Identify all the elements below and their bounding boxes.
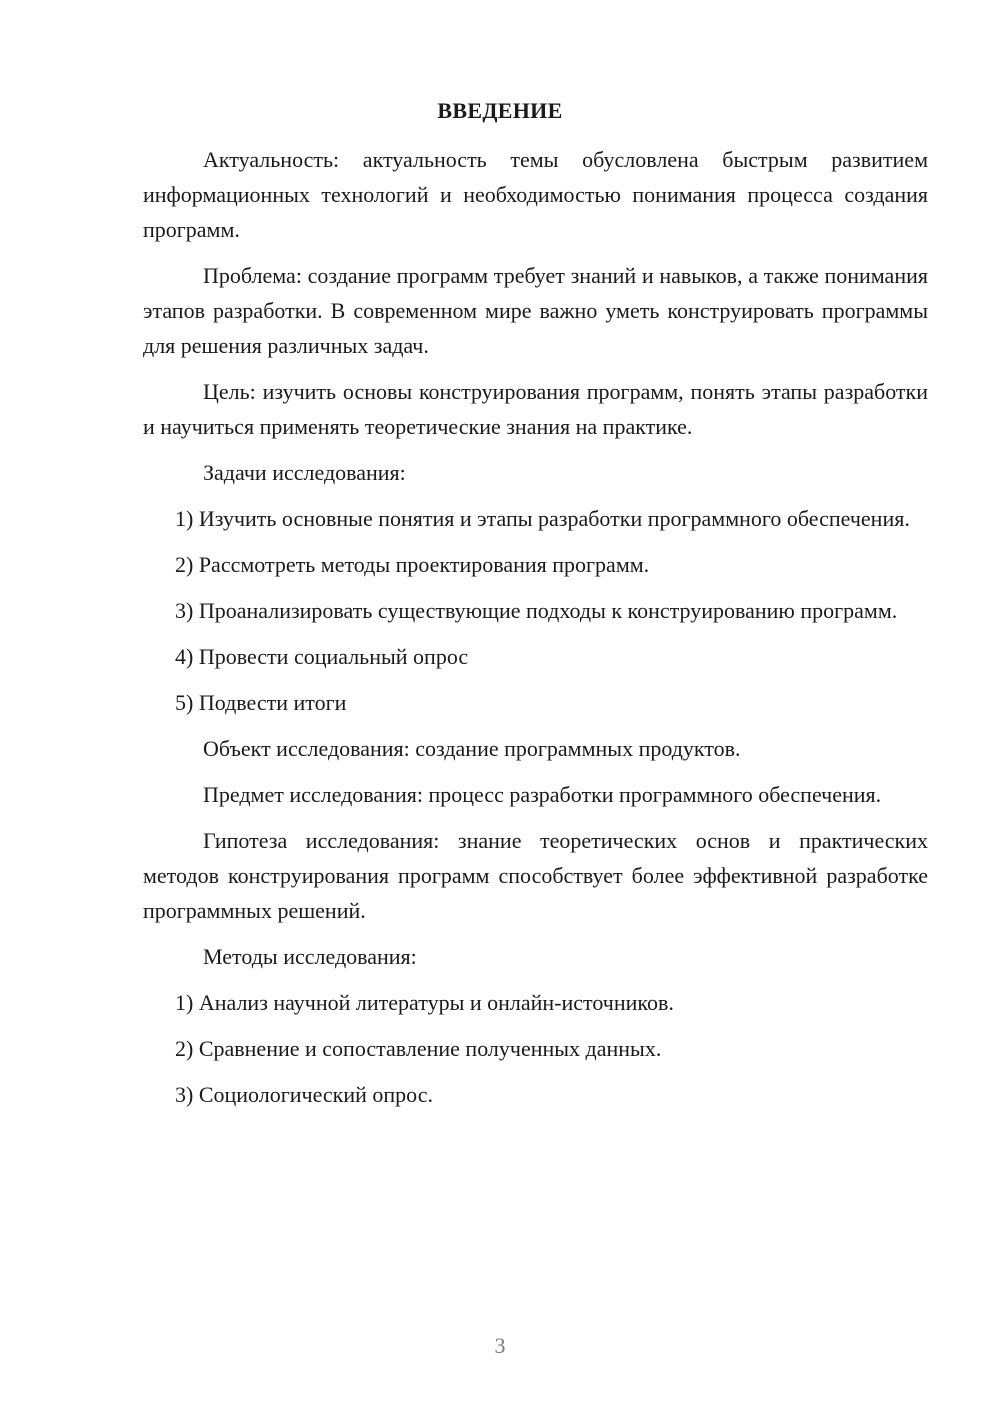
paragraph-goal: Цель: изучить основы конструирования программ, понять этапы разработки и научиться применять теоретические знания на практике. [143,379,928,439]
task-item: 2) Рассмотреть методы проектирования программ. [175,552,650,577]
page-title: ВВЕДЕНИЕ [437,98,563,123]
paragraph-hypothesis: Гипотеза исследования: знание теоретических основ и практических методов конструирования программ способствует более эффективной разработке программных решений. [143,828,928,923]
method-item: 3) Социологический опрос. [175,1082,433,1107]
paragraph-object: Объект исследования: создание программных продуктов. [203,736,741,761]
task-item: 4) Провести социальный опрос [175,644,469,669]
task-item: 1) Изучить основные понятия и этапы разработки программного обеспечения. [175,506,910,531]
methods-heading: Методы исследования: [203,944,417,969]
document-body [143,142,928,1123]
method-item: 1) Анализ научной литературы и онлайн-источников. [175,990,674,1015]
page-number: 3 [494,1333,506,1358]
paragraph-relevance: Актуальность: актуальность темы обусловлена быстрым развитием информационных технологий и необходимостью понимания процесса создания программ. [143,147,928,242]
method-item: 2) Сравнение и сопоставление полученных данных. [175,1036,662,1061]
task-item: 3) Проанализировать существующие подходы к конструированию программ. [175,598,898,623]
paragraph-subject: Предмет исследования: процесс разработки программного обеспечения. [203,782,882,807]
paragraph-problem: Проблема: создание программ требует знаний и навыков, а также понимания этапов разработки. В современном мире важно уметь конструировать программы для решения различных задач. [143,263,928,358]
task-item: 5) Подвести итоги [175,690,347,715]
tasks-heading: Задачи исследования: [203,460,406,485]
